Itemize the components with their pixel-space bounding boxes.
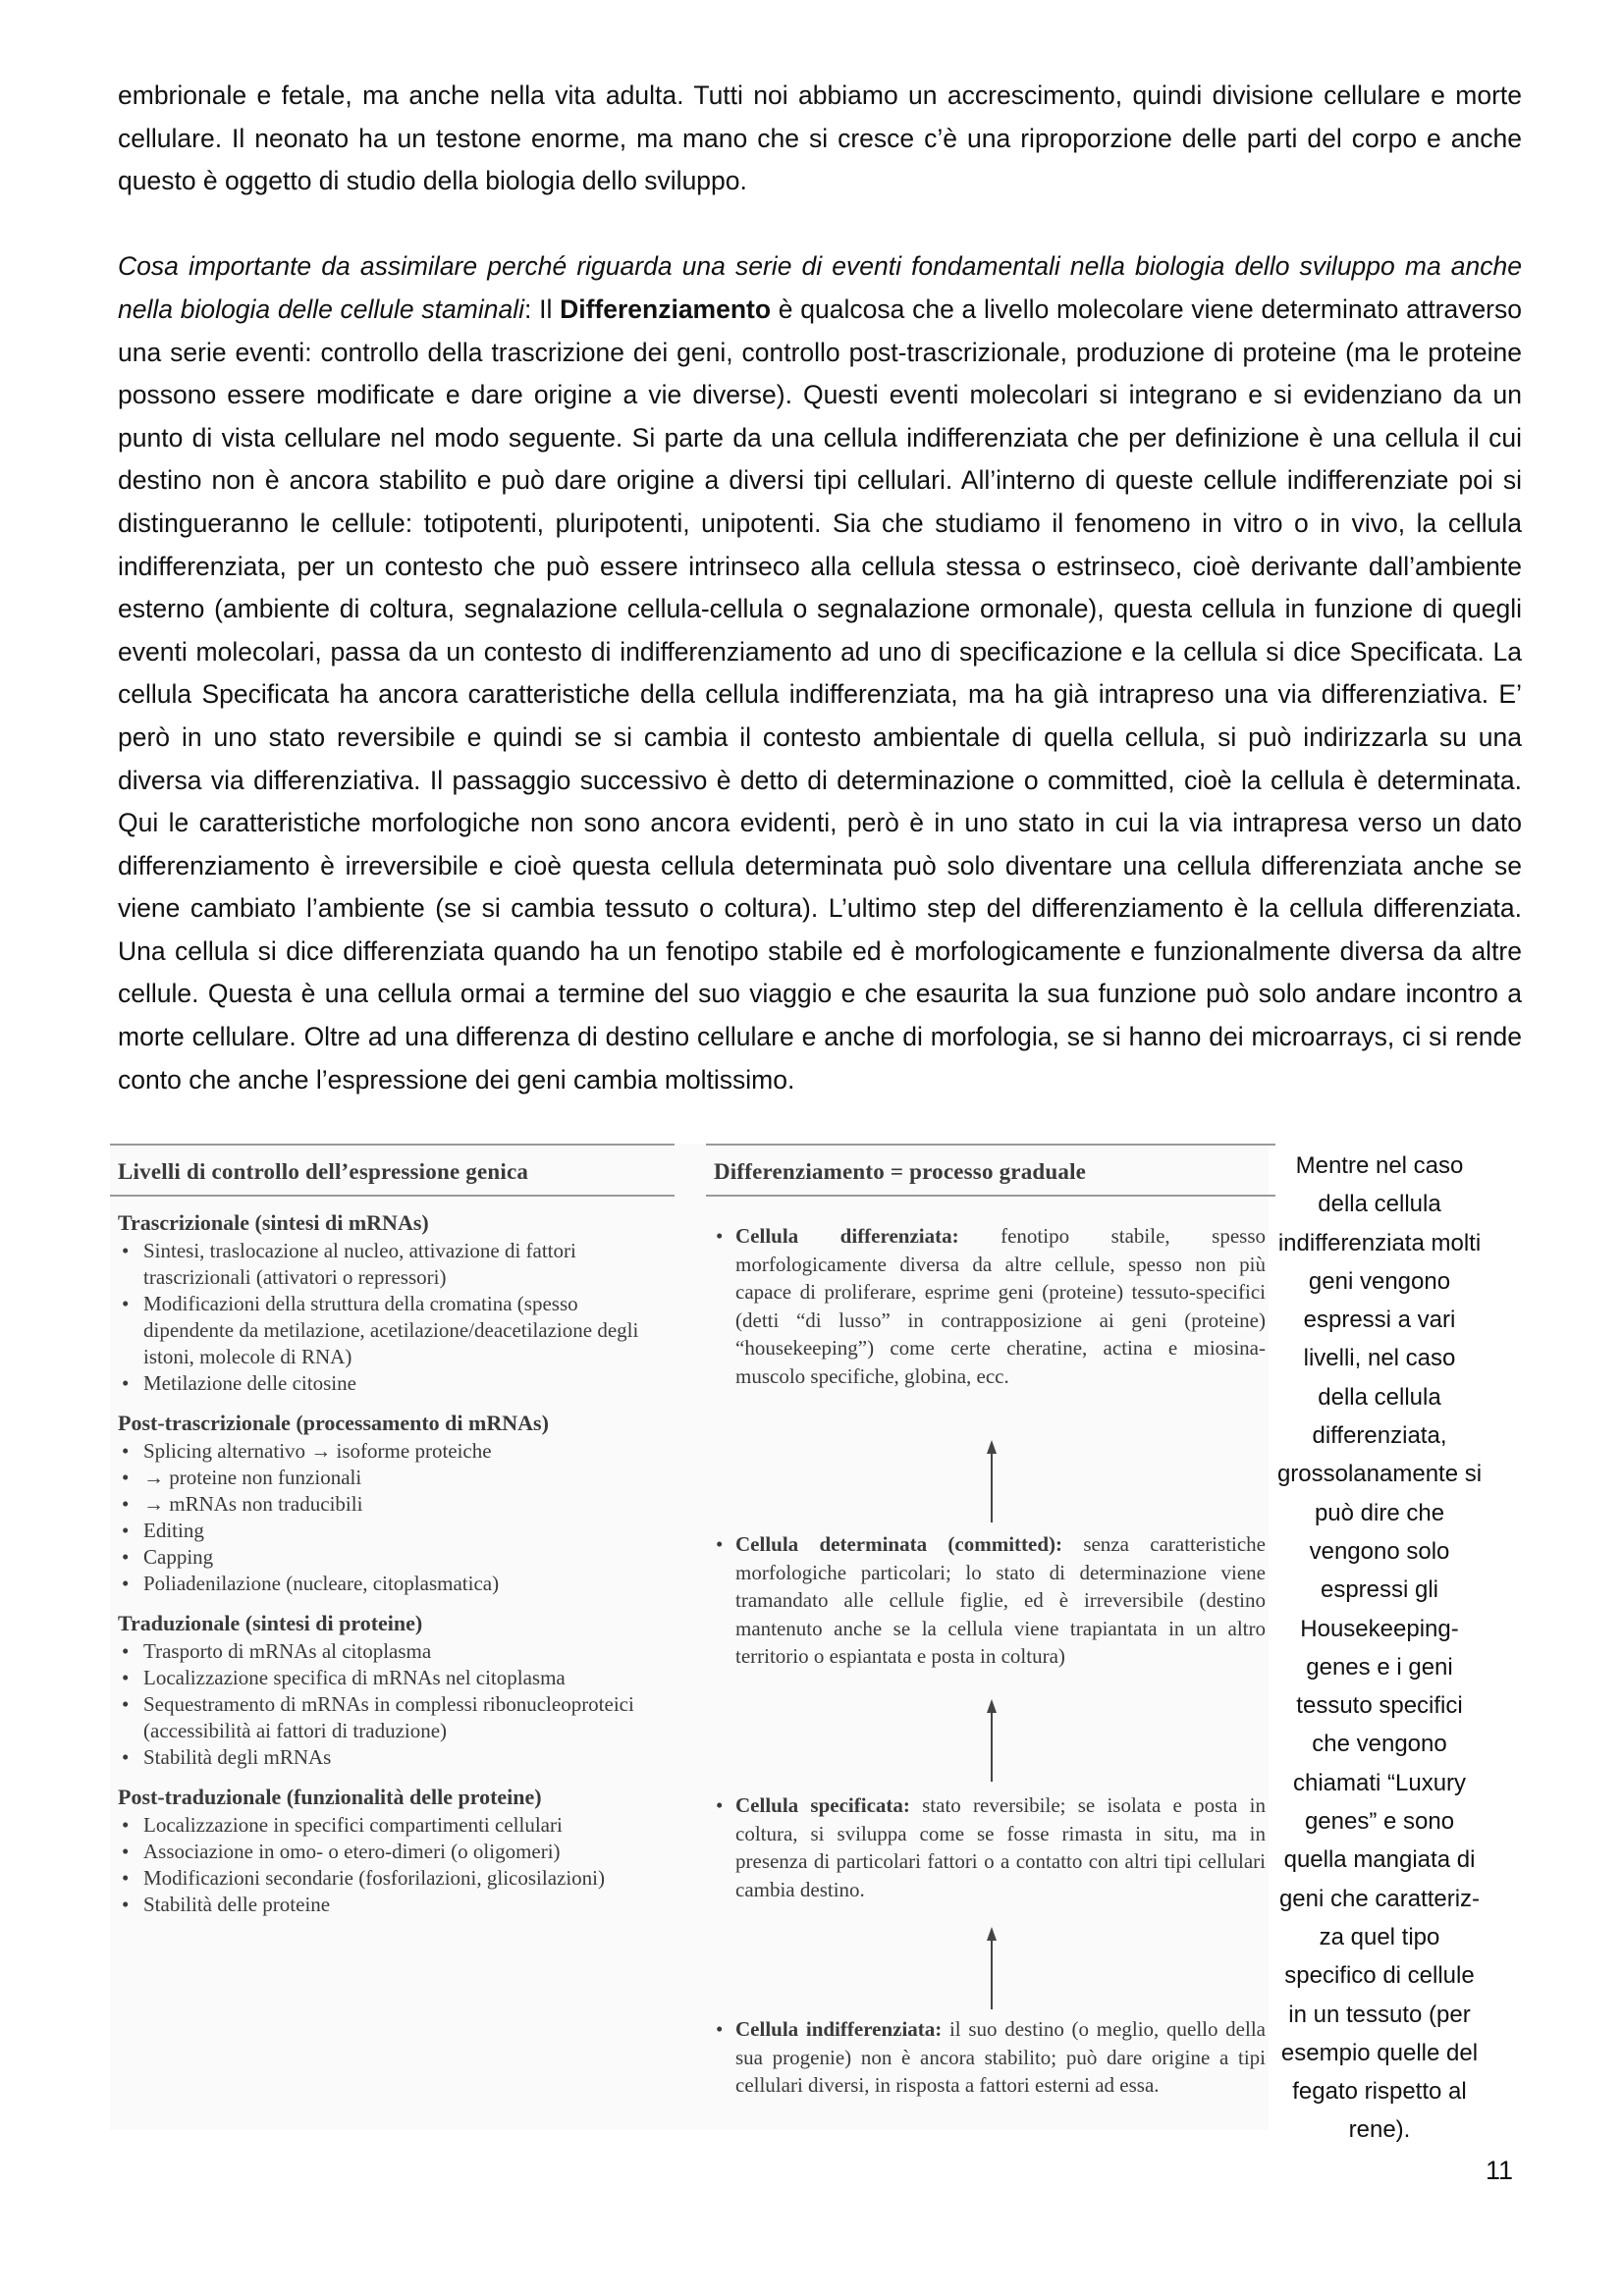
side-note: Mentre nel caso della cellula indifferenziata molti geni vengono espressi a vari livelli, nel caso della cellula differenziata, grossolanamente si può dire che vengono solo espressi gli Housekeeping-genes e i geni tessuto specifici che vengono chiamati “Luxury genes” e sono quella mangiata di geni che caratteriz-za quel tipo specifico di cellule in un tessuto (per esempio quelle del fegato rispetto al rene). [1276, 1152, 1483, 2144]
list-item: • Modificazioni secondarie (fosforilazioni, glicosilazioni) [118, 1865, 667, 1892]
list-item: • Modificazioni della struttura della cromatina (spesso dipendente da metilazione, acetilazione/deacetilazione degli istoni, molecole di RNA) [118, 1291, 667, 1370]
section-title: Trascrizionale (sintesi di mRNAs) [118, 1210, 429, 1235]
stage-specified [706, 1791, 1275, 1903]
stage-differentiated [706, 1222, 1275, 1390]
list-item: • Poliadenilazione (nucleare, citoplasmatica) [118, 1571, 667, 1597]
section-list [118, 1438, 667, 1597]
main-text [118, 75, 1522, 1101]
figure-right-heading: Differenziamento = processo graduale [706, 1144, 1275, 1197]
italic-intro: Cosa importante da assimilare perché riguarda una serie di eventi fondamentali nella biologia dello sviluppo ma anche nella biologia delle cellule staminali [118, 251, 1522, 324]
stage-undifferentiated [706, 2015, 1275, 2100]
section-list [118, 1238, 667, 1397]
paragraph-gap [118, 203, 1522, 246]
stage-text: senza caratteristiche morfologiche particolari; lo stato di determinazione viene tramandato alle cellule figlie, ed è irreversibile (destino mantenuto anche se la cellula viene trapiantata in un altro territorio o espiantata e posta in coltura) [735, 1532, 1266, 1668]
section-translational [110, 1611, 675, 1771]
section-list [118, 1812, 667, 1918]
list-item: • Editing [118, 1518, 667, 1544]
page-number: 11 [1485, 2156, 1513, 2185]
section-title: Post-traduzionale (funzionalità delle proteine) [118, 1785, 542, 1809]
section-post-transcriptional [110, 1411, 675, 1597]
list-item: • Stabilità delle proteine [118, 1892, 667, 1918]
stage-text: il suo destino (o meglio, quello della sua progenie) non è ancora stabilito; può dare origine a tipi cellulari diversi, in risposta a fattori esterni ad essa. [735, 2017, 1266, 2097]
paragraph-body: è qualcosa che a livello molecolare viene determinato attraverso una serie eventi: controllo della trascrizione dei geni, controllo post-trascrizionale, produzione di proteine (ma le proteine possono essere modificate e dare origine a vie diverse). Questi eventi molecolari si integrano e si evidenziano da un punto di vista cellulare nel modo seguente. Si parte da una cellula indifferenziata che per definizione è una cellula il cui destino non è ancora stabilito e può dare origine a diversi tipi cellulari. All’interno di queste cellule indifferenziate poi si distingueranno le cellule: totipotenti, pluripotenti, unipotenti. Sia che studiamo il fenomeno in vitro o in vivo, la cellula indifferenziata, per un contesto che può essere intrinseco alla cellula stessa o estrinseco, cioè derivante dall’ambiente esterno (ambiente di coltura, segnalazione cellula-cellula o segnalazione ormonale), questa cellula in funzione di quegli eventi molecolari, passa da un contesto di indifferenziamento ad uno di specificazione e la cellula si dice Specificata. La cellula Specificata ha ancora caratteristiche della cellula indifferenziata, ma ha già intrapreso una via differenziativa. E’ però in uno stato reversibile e quindi se si cambia il contesto ambientale di quella cellula, si può indirizzarla su una diversa via differenziativa. Il passaggio successivo è detto di determinazione o committed, cioè la cellula è determinata. Qui le caratteristiche morfologiche non sono ancora evidenti, però è in uno stato in cui la via intrapresa verso un dato differenziamento è irreversibile e cioè questa cellula determinata può solo diventare una cellula differenziata anche se viene cambiato l’ambiente (se si cambia tessuto o coltura). L’ultimo step del differenziamento è la cellula differenziata. Una cellula si dice differenziata quando ha un fenotipo stabile ed è morfologicamente e funzionalmente diversa da altre cellule. Questa è una cellula ormai a termine del suo viaggio e che esaurita la sua funzione può solo andare incontro a morte cellulare. Oltre ad una differenza di destino cellulare e anche di morfologia, se si hanno dei microarrays, ci si rende conto che anche l’espressione dei geni cambia moltissimo. [118, 294, 1522, 1095]
list-item: • Localizzazione specifica di mRNAs nel citoplasma [118, 1665, 667, 1691]
up-arrow-icon [986, 1699, 998, 1782]
list-item: • Splicing alternativo → isoforme proteiche [118, 1438, 667, 1465]
stage-name: Cellula specificata: [735, 1793, 910, 1817]
figure-gene-expression [110, 1144, 1269, 2130]
paragraph-differentiation [118, 245, 1522, 1101]
stage-name: Cellula indifferenziata: [735, 2017, 943, 2041]
stage-determined [706, 1530, 1275, 1671]
up-arrow-icon [986, 1440, 998, 1522]
stage-name: Cellula differenziata: [735, 1224, 959, 1248]
list-item: • Metilazione delle citosine [118, 1370, 667, 1397]
section-post-translational [110, 1785, 675, 1918]
up-arrow-icon [986, 1927, 998, 2009]
stage-text: stato reversibile; se isolata e posta in coltura, si sviluppa come se fosse rimasta in situ, ma in presenza di particolari fattori o a contatto con altri tipi cellulari cambia destino. [735, 1793, 1266, 1901]
list-subitem: • → proteine non funzionali [118, 1465, 667, 1491]
figure-right-column [706, 1144, 1275, 2130]
colon: : Il [523, 294, 561, 324]
paragraph-intro: embrionale e fetale, ma anche nella vita adulta. Tutti noi abbiamo un accrescimento, quindi divisione cellulare e morte cellulare. Il neonato ha un testone enorme, ma mano che si cresce c’è una riproporzione delle parti del corpo e anche questo è oggetto di studio della biologia dello sviluppo. [118, 80, 1522, 196]
section-list [118, 1638, 667, 1771]
list-item: • Localizzazione in specifici compartimenti cellulari [118, 1812, 667, 1839]
section-title: Traduzionale (sintesi di proteine) [118, 1611, 423, 1635]
bold-term: Differenziamento [560, 294, 772, 324]
list-subitem: • → mRNAs non traducibili [118, 1491, 667, 1518]
list-item: • Stabilità degli mRNAs [118, 1744, 667, 1771]
stage-text: fenotipo stabile, spesso morfologicamente diversa da altre cellule, spesso non più capace di proliferare, esprime geni (proteine) tessuto-specifici (detti “di lusso” in contrapposizione ai geni (proteine) “housekeeping”) come certe cheratine, actina e miosina-muscolo specifiche, globina, ecc. [735, 1224, 1267, 1388]
figure-left-heading: Livelli di controllo dell’espressione genica [110, 1144, 675, 1197]
section-transcriptional [110, 1210, 675, 1397]
stage-name: Cellula determinata (committed): [735, 1532, 1063, 1556]
list-item: • Associazione in omo- o etero-dimeri (o oligomeri) [118, 1839, 667, 1865]
list-item: • Capping [118, 1544, 667, 1571]
list-item: • Sequestramento di mRNAs in complessi ribonucleoproteici (accessibilità ai fattori di traduzione) [118, 1691, 667, 1744]
section-title: Post-trascrizionale (processamento di mRNAs) [118, 1411, 549, 1435]
list-item: • Sintesi, traslocazione al nucleo, attivazione di fattori trascrizionali (attivatori o repressori) [118, 1238, 667, 1291]
figure-left-column [110, 1144, 675, 2130]
list-item: • Trasporto di mRNAs al citoplasma [118, 1638, 667, 1665]
